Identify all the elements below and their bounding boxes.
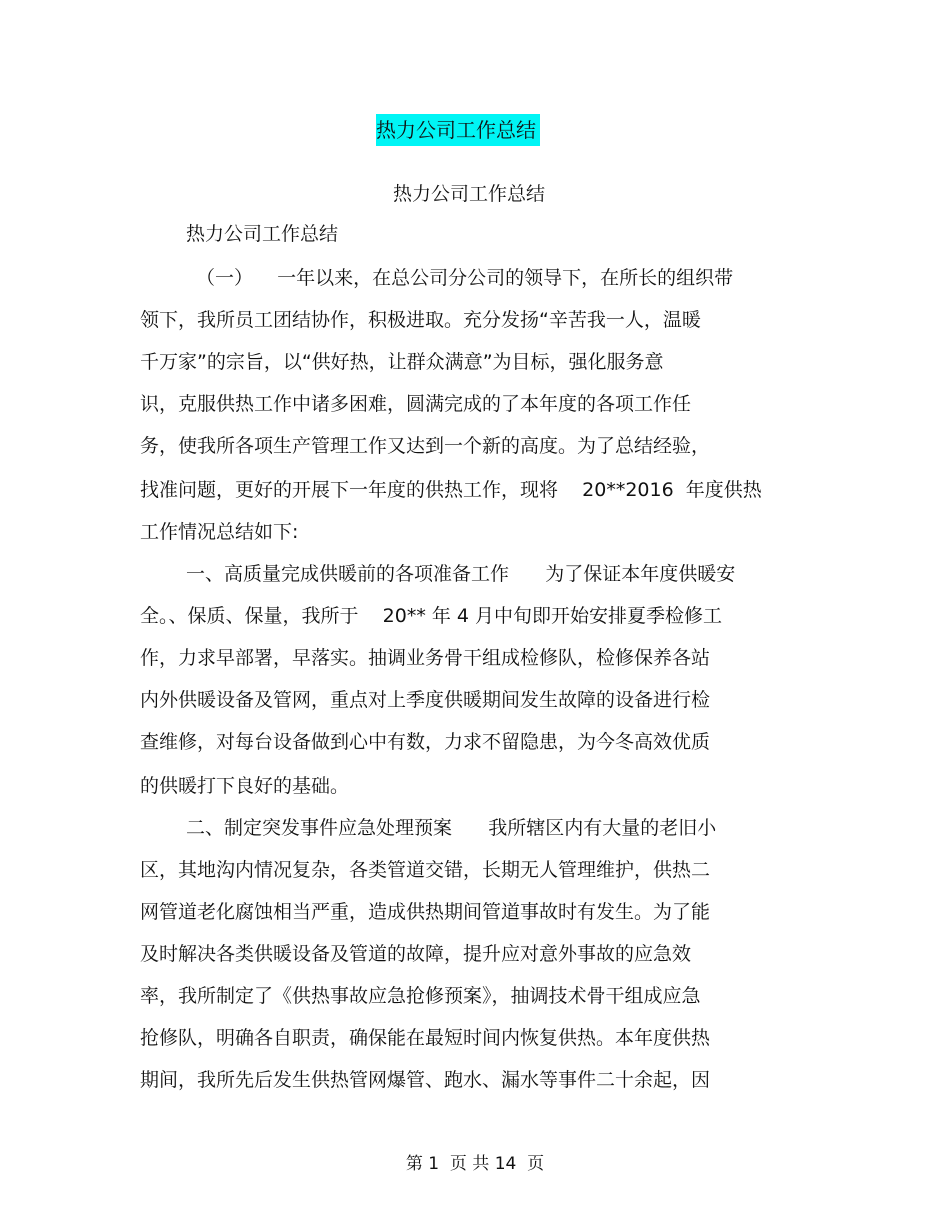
body-line: 工作情况总结如下: — [140, 521, 299, 543]
body-line: 二、制定突发事件应急处理预案 我所辖区内有大量的老旧小 — [186, 817, 717, 839]
body-line: 作，力求早部署，早落实。抽调业务骨干组成检修队，检修保养各站 — [140, 647, 711, 669]
document-subtitle: 热力公司工作总结 — [392, 183, 545, 205]
body-line: 区，其地沟内情况复杂，各类管道交错，长期无人管理维护，供热二 — [140, 859, 711, 881]
body-line: 内外供暖设备及管网，重点对上季度供暖期间发生故障的设备进行检 — [140, 689, 711, 711]
body-line: 查维修，对每台设备做到心中有数，力求不留隐患，为今冬高效优质 — [140, 731, 711, 753]
body-line: 及时解决各类供暖设备及管道的故障，提升应对意外事故的应急效 — [140, 943, 692, 965]
body-line: 千万家”的宗旨，以“供好热，让群众满意”为目标，强化服务意 — [140, 351, 664, 373]
body-line: 抢修队，明确各自职责，确保能在最短时间内恢复供热。本年度供热 — [140, 1027, 711, 1049]
body-line: 期间，我所先后发生供热管网爆管、跑水、漏水等事件二十余起，因 — [140, 1069, 711, 1091]
body-line: 找准问题，更好的开展下一年度的供热工作，现将 20**2016 年度供热 — [140, 479, 762, 501]
body-line: 率，我所制定了《供热事故应急抢修预案》，抽调技术骨干组成应急 — [140, 985, 701, 1007]
body-line: 网管道老化腐蚀相当严重，造成供热期间管道事故时有发生。为了能 — [140, 901, 711, 923]
body-line: 热力公司工作总结 — [186, 223, 339, 245]
document-title: 热力公司工作总结 — [376, 114, 540, 146]
body-line: 全。、保质、保量，我所于 20** 年 4 月中旬即开始安排夏季检修工 — [140, 605, 723, 627]
body-line: 识，克服供热工作中诸多困难，圆满完成的了本年度的各项工作任 — [140, 393, 692, 415]
body-line: （一） 一年以来，在总公司分公司的领导下，在所长的组织带 — [196, 267, 734, 289]
body-line: 一、高质量完成供暖前的各项准备工作 为了保证本年度供暖安 — [186, 563, 736, 585]
body-line: 务，使我所各项生产管理工作又达到一个新的高度。为了总结经验， — [140, 435, 711, 457]
body-line: 领下，我所员工团结协作，积极进取。充分发扬“辛苦我一人，温暖 — [140, 309, 701, 331]
page-number-footer: 第 1 页 共 14 页 — [405, 1154, 545, 1174]
body-line: 的供暖打下良好的基础。 — [140, 775, 350, 797]
